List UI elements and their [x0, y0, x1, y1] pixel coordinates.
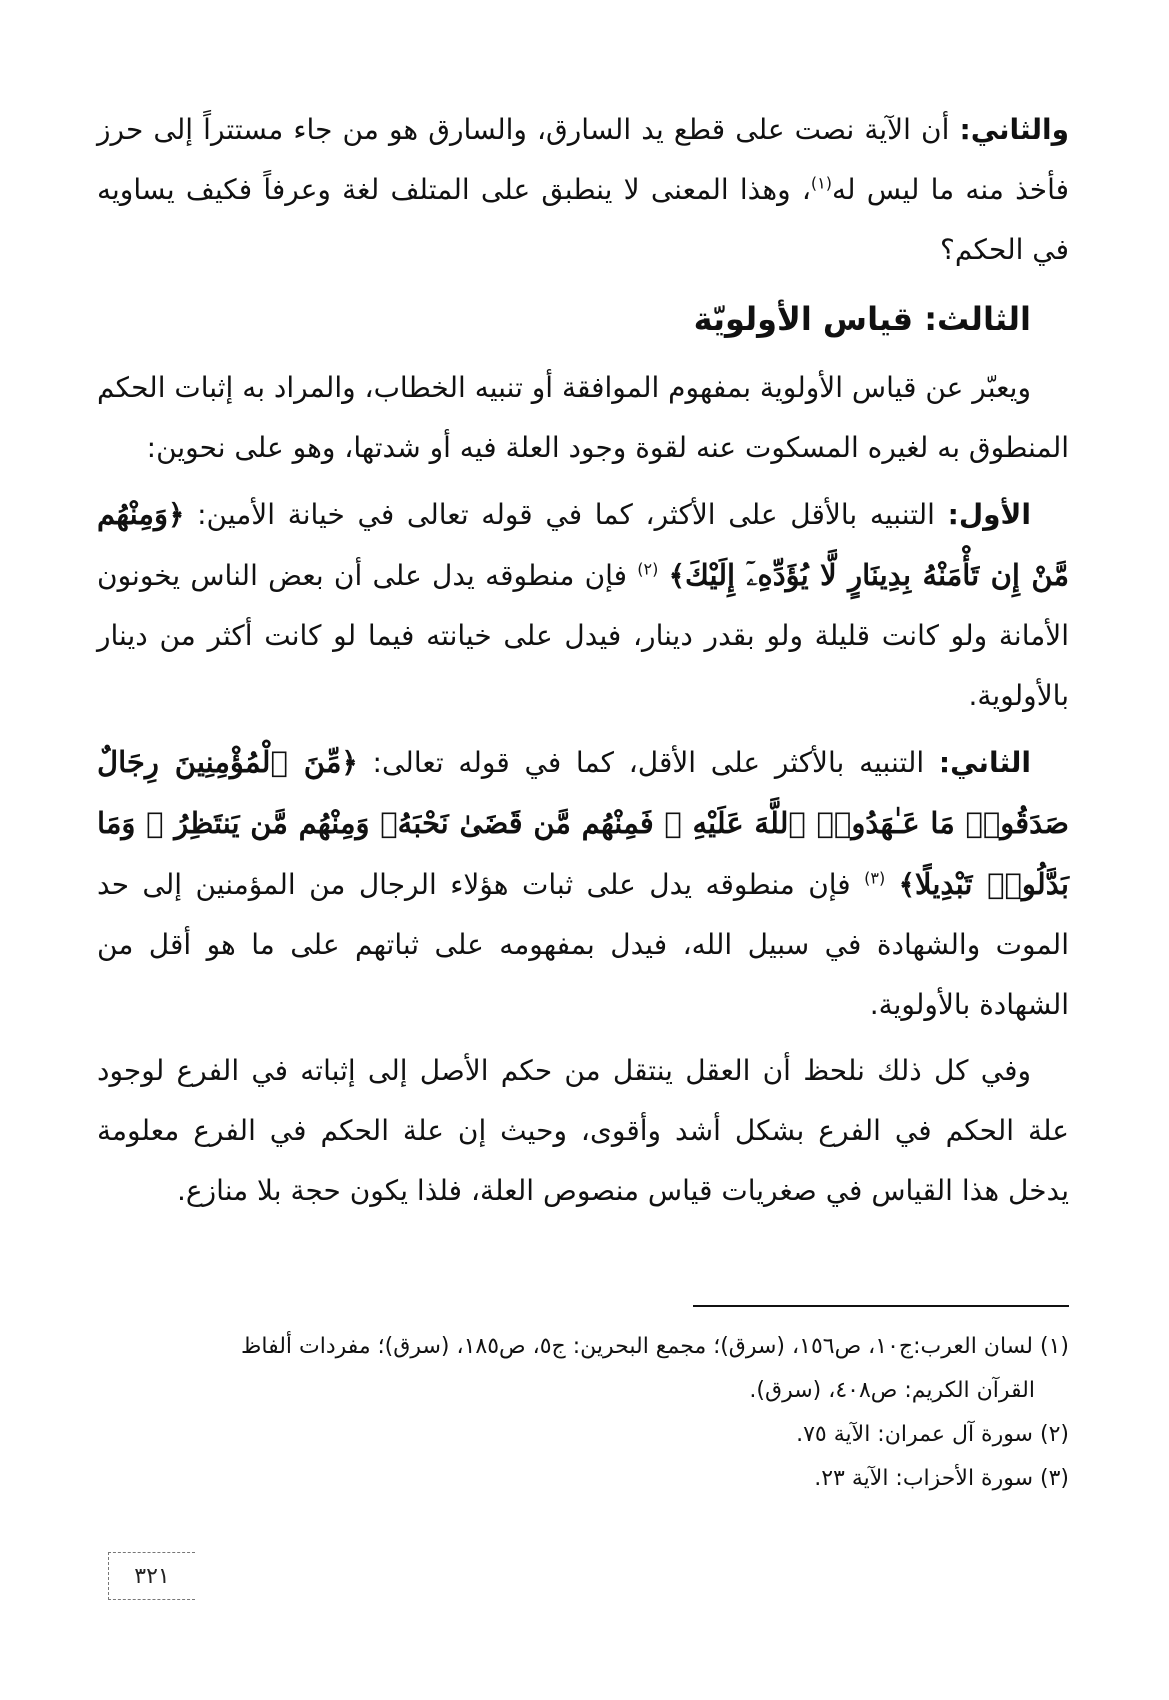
quran-close-bracket: ﴾	[898, 868, 916, 901]
footnote-reference-3[interactable]: (٣)	[864, 868, 886, 888]
footnote-2: (٢) سورة آل عمران: الآية ٧٥.	[796, 1422, 1069, 1447]
paragraph-definition	[97, 358, 1069, 478]
paragraph-text: فإن منطوقه يدل على ثبات هؤلاء الرجال من المؤمنين إلى حد الموت والشهادة في سبيل الله، فيدل بمفهومه على ثباتهم على ما هو أقل من الشهادة بالأولوية.	[97, 868, 1069, 1021]
paragraph-lead: الأول:	[947, 498, 1031, 531]
paragraph-conclusion	[97, 1041, 1069, 1221]
footnote-3: (٣) سورة الأحزاب: الآية ٢٣.	[814, 1466, 1069, 1491]
section-heading: الثالث: قياس الأولويّة	[693, 300, 1031, 338]
quran-verse: وَمِنْهُم مَّنْ إِن تَأْمَنْهُ بِدِينَارٍ لَّا يُؤَدِّهِۦٓ إِلَيْكَ	[97, 497, 1069, 592]
quran-verse: مِّنَ ٱلْمُؤْمِنِينَ رِجَالٌ صَدَقُوا۟ مَا عَـٰهَدُوا۟ ٱللَّهَ عَلَيْهِ ۖ فَمِنْهُم مَّن قَضَىٰ نَحْبَهُۥ وَمِنْهُم مَّن يَنتَظِرُ ۖ وَمَا بَدَّلُوا۟ تَبْدِيلًا	[97, 745, 1069, 901]
footnote-1-continuation: القرآن الكريم: ص٤٠٨، (سرق).	[749, 1378, 1035, 1403]
paragraph-lead: الثاني:	[938, 746, 1031, 779]
footnote-separator	[693, 1305, 1069, 1307]
paragraph-text: فإن منطوقه يدل على أن بعض الناس يخونون الأمانة ولو كانت قليلة ولو بقدر دينار، فيدل على خيانته فيما لو كانت أكثر من دينار بالأولوية.	[97, 559, 1069, 712]
page-number: ٣٢١	[108, 1552, 195, 1600]
paragraph-text: التنبيه بالأقل على الأكثر، كما في قوله تعالى في خيانة الأمين:	[184, 498, 948, 531]
paragraph-lead: والثاني:	[959, 113, 1069, 146]
paragraph-text: ، وهذا المعنى لا ينطبق على المتلف لغة وعرفاً فكيف يساويه في الحكم؟	[97, 173, 1069, 266]
paragraph-second-type	[97, 732, 1069, 1035]
footnote-reference-1[interactable]: (١)	[810, 173, 832, 193]
paragraph-text: التنبيه بالأكثر على الأقل، كما في قوله تعالى:	[357, 746, 939, 779]
quran-close-bracket: ﴾	[668, 559, 686, 592]
footnote-reference-2[interactable]: (٢)	[637, 559, 659, 579]
main-text	[97, 100, 1069, 1227]
paragraph-text: ويعبّر عن قياس الأولوية بمفهوم الموافقة أو تنبيه الخطاب، والمراد به إثبات الحكم المنطوق به لغيره المسكوت عنه لقوة وجود العلة فيه أو شدتها، وهو على نحوين:	[97, 371, 1069, 464]
quran-open-bracket: ﴿	[167, 498, 185, 531]
quran-open-bracket: ﴿	[341, 746, 358, 779]
paragraph-text: وفي كل ذلك نلحظ أن العقل ينتقل من حكم الأصل إلى إثباته في الفرع لوجود علة الحكم في الفرع بشكل أشد وأقوى، وحيث إن علة الحكم في الفرع معلومة يدخل هذا القياس في صغريات قياس منصوص العلة، فلذا يكون حجة بلا منازع.	[97, 1054, 1069, 1207]
footnote-1: (١) لسان العرب:ج١٠، ص١٥٦، (سرق)؛ مجمع البحرين: ج٥، ص١٨٥، (سرق)؛ مفردات ألفاظ	[241, 1334, 1069, 1359]
paragraph-second-argument	[97, 100, 1069, 280]
footnotes	[97, 1325, 1069, 1501]
paragraph-first-type	[97, 484, 1069, 726]
paragraph-text: أن الآية نصت على قطع يد السارق، والسارق هو من جاء مستتراً إلى حرز فأخذ منه ما ليس له	[97, 113, 1069, 206]
